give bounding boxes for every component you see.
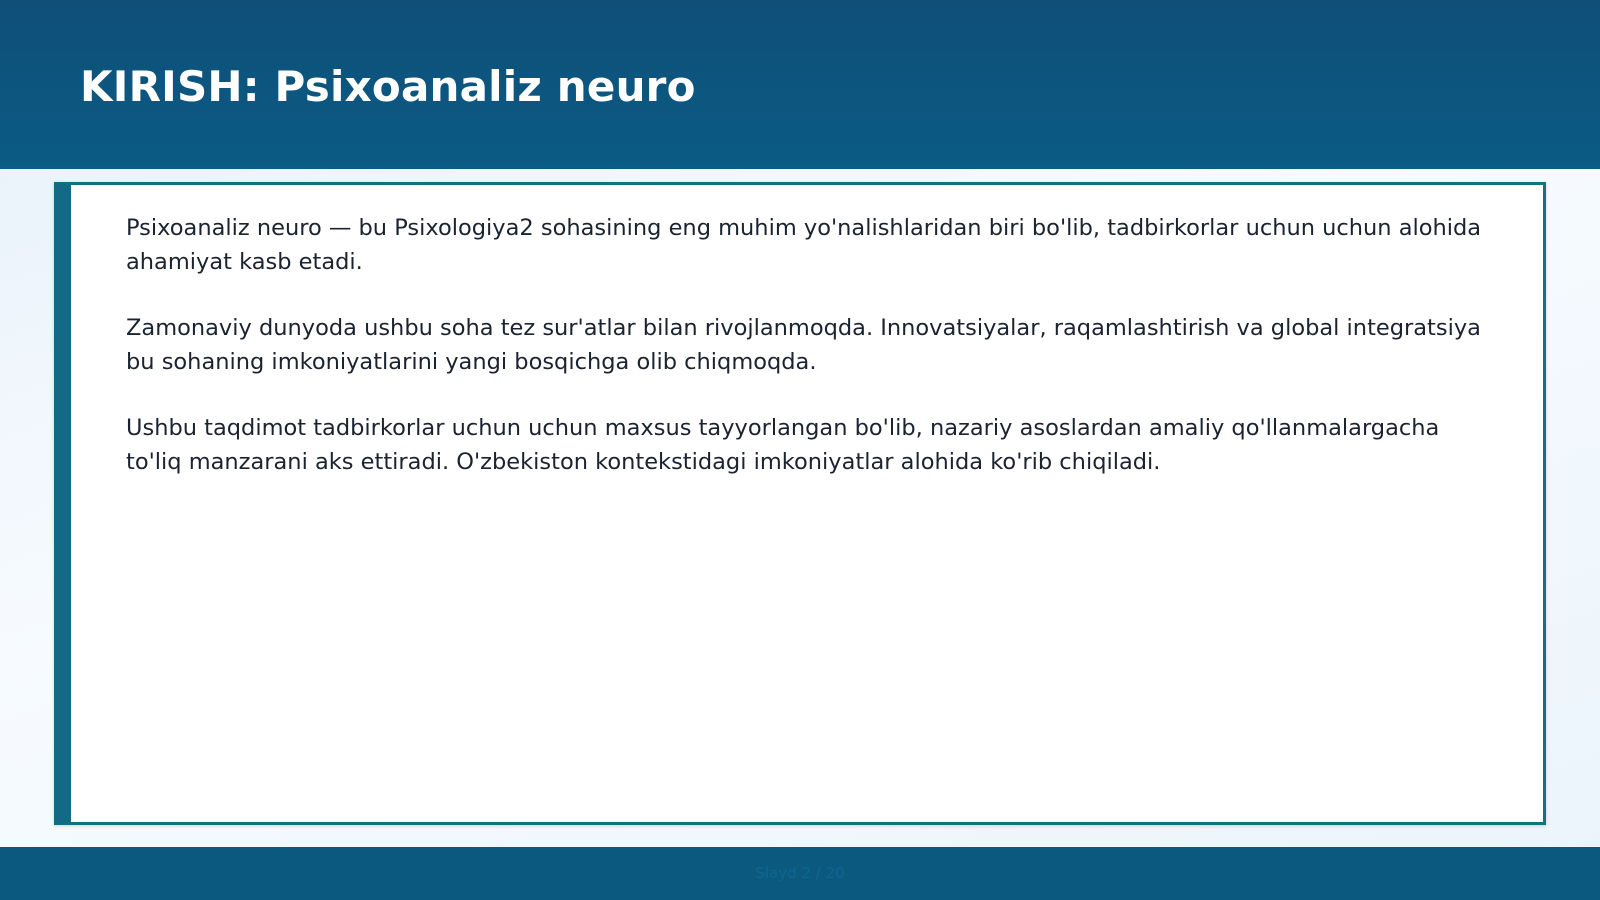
slide-number: Slayd 2 / 20 [755, 864, 845, 882]
slide-title: KIRISH: Psixoanaliz neuro [80, 62, 696, 111]
paragraph-modern-world: Zamonaviy dunyoda ushbu soha tez sur'atlar bilan rivojlanmoqda. Innovatsiyalar, raqamlashtirish va global integratsiya bu sohaning imkoniyatlarini yangi bosqichga olib chiqmoqda. [126, 315, 1481, 375]
slide-footer [0, 847, 1600, 900]
paragraph-intro: Psixoanaliz neuro — bu Psixologiya2 sohasining eng muhim yo'nalishlaridan biri bo'lib, tadbirkorlar uchun uchun alohida ahamiyat kasb etadi. [126, 215, 1482, 275]
slide-header [0, 0, 1600, 169]
paragraph-presentation-purpose: Ushbu taqdimot tadbirkorlar uchun uchun maxsus tayyorlangan bo'lib, nazariy asoslardan amaliy qo'llanmalargacha to'liq manzarani aks ettiradi. O'zbekiston kontekstidagi imkoniyatlar alohida ko'rib chiqiladi. [126, 415, 1440, 475]
content-card [54, 182, 1546, 825]
content-body [126, 212, 1501, 512]
